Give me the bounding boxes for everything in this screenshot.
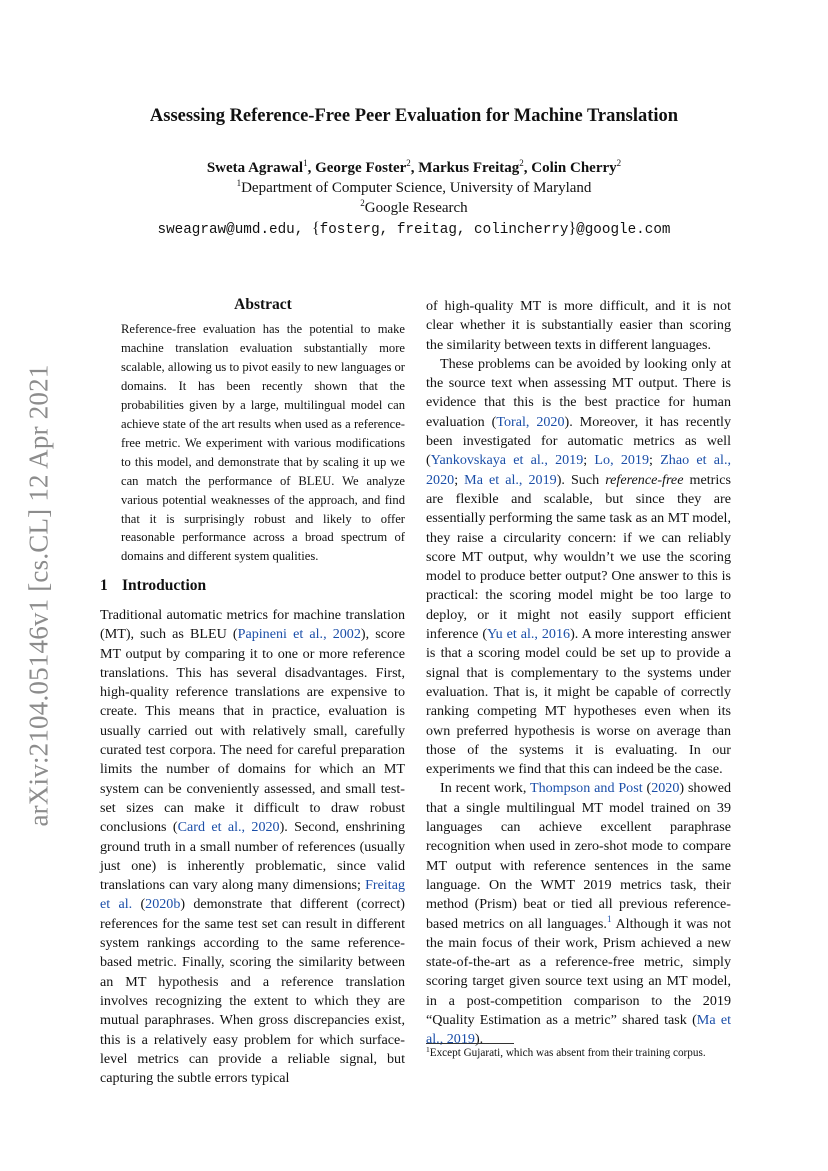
abstract-text: Reference-free evaluation has the potential to make machine translation evaluation substantially more scalable, allowing us to pivot easily to new languages or domains. It has been recently shown that the probabilities given by a large, multilingual model can achieve state of the art results when used as a reference-free metric. We experiment with various modifications to this model, and demonstrate that by scaling it up we can match the performance of BLEU. We analyze various potential weaknesses of the approach, and find that it is surprisingly robust and likely to offer reasonable performance across a broad spectrum of domains and different system qualities. [121, 322, 405, 564]
author-emails: sweagraw@umd.edu, {fosterg, freitag, colincherry}@google.com [157, 220, 671, 238]
citation-link[interactable]: Papineni et al., 2002 [237, 626, 361, 643]
author-name: Markus Freitag [418, 160, 520, 176]
author-name: George Foster [315, 160, 407, 176]
section-title: Introduction [122, 577, 207, 594]
citation-link[interactable]: Zhao et al., 2020 [426, 452, 731, 488]
section-heading-introduction [100, 577, 206, 595]
footnote-1 [426, 1046, 731, 1061]
footnote-link[interactable]: 1 [606, 913, 612, 924]
section-number: 1 [100, 577, 108, 594]
email-umd: sweagraw@umd.edu, [157, 222, 304, 238]
author-name: Sweta Agrawal [206, 160, 304, 176]
affiliation-mark: 2 [616, 158, 622, 168]
footnote-divider [426, 1043, 514, 1044]
footnote-mark: 1 [426, 1045, 430, 1054]
intro-paragraph-3: In recent work, Thompson and Post (2020) showed that a single multilingual MT model trained on 39 languages can achieve excellent paraphrase recognition when used in zero-shot mode to compare MT output with reference sentences in the same language. On the WMT 2019 metrics task, their method (Prism) beat or tied all previous reference-based metrics on all languages.$^1$ Although it was not the main focus of their work, Prism achieved a new state-of-the-art as a reference-free metric, simply scoring target given source text using an MT model, in a post-competition comparison to the 2019 “Quality Estimation as a metric” shared task (Ma et al., 2019). [426, 780, 732, 1048]
email-google-group: fosterg, freitag, colincherry [319, 222, 569, 238]
affiliation-mark: 2 [406, 158, 411, 168]
right-column-body [426, 297, 731, 1050]
footnote-text: Except Gujarati, which was absent from their training corpus. [429, 1047, 706, 1059]
citation-link[interactable]: 2020b [145, 896, 181, 913]
citation-link[interactable]: Thompson and Post [529, 780, 643, 797]
arxiv-sidebar [18, 335, 60, 855]
citation-link[interactable]: Yankovskaya et al., 2019 [430, 452, 584, 469]
affiliation-1: $^1$Department of Computer Science, University of Maryland [236, 178, 592, 196]
email-google-domain: @google.com [576, 222, 671, 238]
paper-title: Assessing Reference-Free Peer Evaluation for Machine Translation [149, 106, 679, 126]
author-name: Colin Cherry [531, 160, 617, 176]
citation-link[interactable]: Lo, 2019 [594, 452, 650, 469]
citation-link[interactable]: Ma et al., 2019 [426, 1011, 731, 1048]
intro-paragraph-1: Traditional automatic metrics for machine translation (MT), such as BLEU (Papineni et al., 2002), score MT output by comparing it to one or more reference translations. This has several disadvantages. First, high-quality reference translations are expensive to create. This means that in practice, evaluation is usually carried out with relatively small, carefully curated test corpora. The need for careful preparation limits the number of domains for which an MT system can be conveniently assessed, and small test-set sizes can make it difficult to draw robust conclusions (Card et al., 2020). Second, enshrining ground truth in a small number of references (usually just one) is inherently problematic, since valid translations can vary along many dimensions; Freitag et al. (2020b) demonstrate that different (correct) references for the same test set can result in different system rankings according to the same reference-based metric. Finally, scoring the similarity between an MT hypothesis and a reference translation involves recognizing the extent to which they are mutual paraphrases. When gross discrepancies exist, this is a relatively easy problem for which surface-level metrics can provide a reliable signal, but capturing the subtle errors typical [100, 607, 406, 1087]
affiliation-mark: 1 [303, 158, 308, 168]
intro-paragraph-1-continued: of high-quality MT is more difficult, and it is not clear whether it is substantially easier than scoring the similarity between texts in different languages. [426, 298, 731, 353]
affiliation-2: $^2$Google Research [360, 198, 468, 216]
citation-link[interactable]: 2020 [651, 780, 680, 797]
arxiv-identifier: arXiv:2104.05146v1 [cs.CL] 12 Apr 2021 [23, 363, 54, 827]
left-column-body [100, 606, 405, 1088]
citation-link[interactable]: Ma et al., 2019 [464, 471, 557, 488]
intro-paragraph-2: These problems can be avoided by looking only at the source text when assessing MT output. There is evidence that this is the best practice for human evaluation (Toral, 2020). Moreover, it has recently been investigated for automatic metrics as well (Yankovskaya et al., 2019; Lo, 2019; Zhao et al., 2020; Ma et al., 2019). Such reference-free metrics are flexible and scalable, but since they are essentially performing the same task as an MT model, they raise a circularity concern: if we can reliably score MT output, why wouldn’t we use the scoring model to produce better output? One answer to this is practical: the scoring model might be too large to deploy, or it might not easily support efficient inference (Yu et al., 2016). A more interesting answer is that a scoring model could be set up to provide a signal that is complementary to the systems under evaluation. That is, it might be capable of correctly ranking competing MT hypotheses even when its own preferred hypothesis is worse on average than those of the systems it is evaluating. In our experiments we find that this can indeed be the case. [426, 355, 731, 778]
citation-link[interactable]: Card et al., 2020 [177, 819, 280, 836]
abstract-heading: Abstract [234, 296, 292, 313]
author-list: Sweta Agrawal$^1$, George Foster$^2$, Markus Freitag$^2$, Colin Cherry$^2$ [206, 158, 622, 176]
citation-link[interactable]: Toral, 2020 [496, 413, 565, 430]
citation-link[interactable]: Freitag et al. [100, 877, 405, 913]
citation-link[interactable]: Yu et al., 2016 [487, 626, 571, 643]
affiliation-mark: 2 [519, 158, 524, 168]
